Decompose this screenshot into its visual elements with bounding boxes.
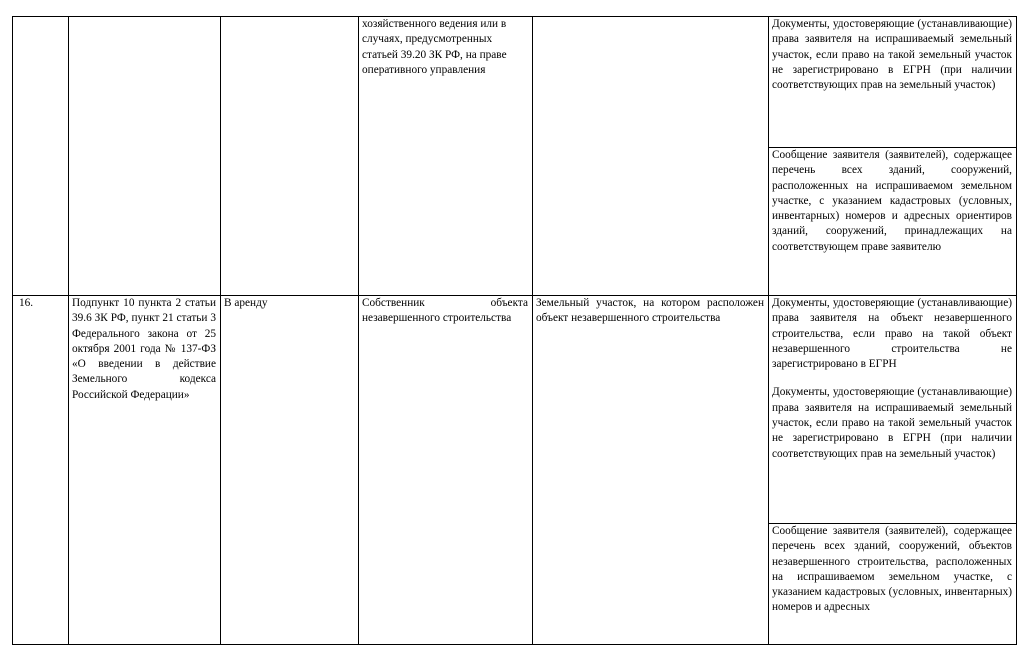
cell-land-empty xyxy=(533,17,769,296)
table-row-continued xyxy=(13,17,1017,148)
cell-applicant: Собственник объекта незавершенного строительства xyxy=(359,296,533,645)
land-provision-table xyxy=(12,16,1017,645)
cell-number: 16. xyxy=(13,296,69,645)
cell-land: Земельный участок, на котором расположен объект незавершенного строительства xyxy=(533,296,769,645)
paragraph-gap xyxy=(772,372,1012,385)
cell-document: Сообщение заявителя (заявителей), содержащее перечень всех зданий, сооружений, объектов незавершенного строительства, расположенных на испрашиваемом земельном участке, с указанием кадастровых (условных, инвентарных) номеров и адресных xyxy=(769,524,1017,645)
cell-basis: Подпункт 10 пункта 2 статьи 39.6 ЗК РФ, пункт 21 статьи 3 Федерального закона от 25 октября 2001 года № 137-ФЗ «О введении в действие Земельного кодекса Российской Федерации» xyxy=(69,296,221,645)
cell-holder: хозяйственного ведения или в случаях, предусмотренных статьей 39.20 ЗК РФ, на праве оперативного управления xyxy=(359,17,533,296)
document-paragraph: Документы, удостоверяющие (устанавливающие) права заявителя на объект незавершенного строительства, если право на такой объект незавершенного строительства не зарегистрировано в ЕГРН xyxy=(772,297,1012,371)
cell-document: Документы, удостоверяющие (устанавливающие) права заявителя на испрашиваемый земельный участок, если право на такой земельный участок не зарегистрировано в ЕГРН (при наличии соответствующих прав на земельный участок) xyxy=(769,17,1017,148)
cell-number-empty xyxy=(13,17,69,296)
document-paragraph: Документы, удостоверяющие (устанавливающие) права заявителя на испрашиваемый земельный участок, если право на такой земельный участок не зарегистрировано в ЕГРН (при наличии соответствующих прав на земельный участок) xyxy=(772,386,1012,460)
cell-right-type-empty xyxy=(221,17,359,296)
table-row-16 xyxy=(13,296,1017,524)
cell-basis-empty xyxy=(69,17,221,296)
cell-documents-group xyxy=(769,296,1017,524)
cell-right-type: В аренду xyxy=(221,296,359,645)
cell-document: Сообщение заявителя (заявителей), содержащее перечень всех зданий, сооружений, расположенных на испрашиваемом земельном участке, с указанием кадастровых (условных, инвентарных) номеров и адресных ориентиров зданий, сооружений, принадлежащих на соответствующем праве заявителю xyxy=(769,148,1017,296)
